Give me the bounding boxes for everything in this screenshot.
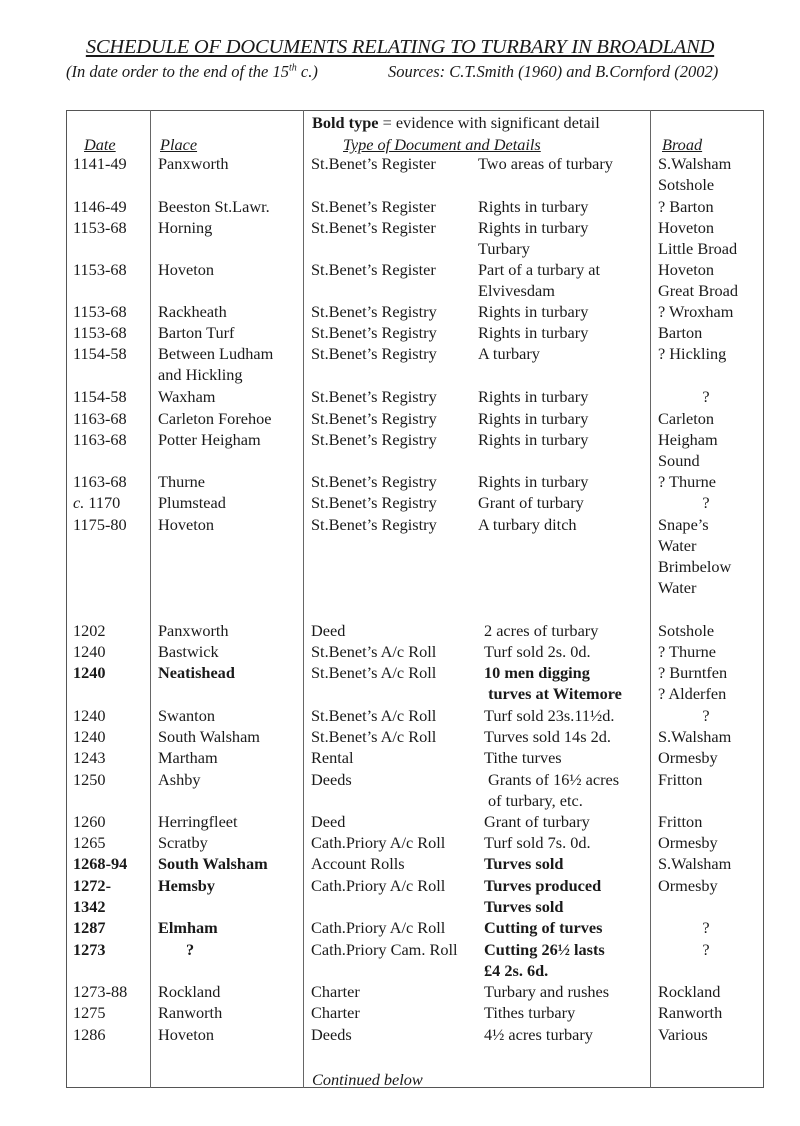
- row-document-type: St.Benet’s A/c Roll: [311, 706, 437, 725]
- row-broad: Ranworth: [658, 1003, 723, 1022]
- row-place: Bastwick: [158, 642, 219, 661]
- row-details: Rights in turbary: [478, 472, 589, 491]
- row-broad: ? Hickling: [658, 344, 727, 363]
- row-broad: ?: [702, 387, 710, 406]
- row-date: 1153-68: [73, 218, 127, 237]
- row-place: Scratby: [158, 833, 208, 852]
- row-document-type: St.Benet’s Registry: [311, 344, 437, 363]
- row-broad: ? Wroxham: [658, 302, 734, 321]
- row-place: Between Ludham: [158, 344, 274, 363]
- row-broad: Ormesby: [658, 876, 718, 895]
- row-broad: Ormesby: [658, 833, 718, 852]
- row-details: Rights in turbary: [478, 302, 589, 321]
- row-place: South Walsham: [158, 727, 260, 746]
- row-details: Elvivesdam: [478, 281, 555, 300]
- row-broad: Various: [658, 1025, 708, 1044]
- row-place: Rackheath: [158, 302, 227, 321]
- row-details: Turves produced: [484, 876, 602, 895]
- row-place: Thurne: [158, 472, 206, 491]
- row-details: Turves sold 14s 2d.: [484, 727, 611, 746]
- row-date: 1268-94: [73, 854, 128, 873]
- row-date: 1240: [73, 642, 106, 661]
- row-document-type: St.Benet’s Registry: [311, 493, 437, 512]
- row-place: Panxworth: [158, 621, 229, 640]
- row-document-type: Deeds: [311, 1025, 352, 1044]
- row-place: Hoveton: [158, 260, 215, 279]
- row-date: 1154-58: [73, 387, 127, 406]
- row-document-type: Deeds: [311, 770, 352, 789]
- row-date: 1146-49: [73, 197, 127, 216]
- row-document-type: St.Benet’s Registry: [311, 409, 437, 428]
- row-place: Ranworth: [158, 1003, 223, 1022]
- row-broad: Sound: [658, 451, 700, 470]
- row-date: 1272-: [73, 876, 111, 895]
- row-date: 1240: [73, 706, 106, 725]
- row-details: Cutting 26½ lasts: [484, 940, 605, 959]
- row-date: 1163-68: [73, 409, 127, 428]
- row-details: Turbary: [478, 239, 530, 258]
- row-document-type: St.Benet’s A/c Roll: [311, 727, 437, 746]
- row-details: £4 2s. 6d.: [484, 961, 549, 980]
- row-broad: Fritton: [658, 770, 703, 789]
- row-date: 1260: [73, 812, 106, 831]
- row-date: 1141-49: [73, 154, 127, 173]
- row-document-type: St.Benet’s A/c Roll: [311, 663, 437, 682]
- row-date: 1202: [73, 621, 106, 640]
- row-date: 1273: [73, 940, 106, 959]
- column-divider: [150, 110, 151, 1088]
- row-date: 1175-80: [73, 515, 127, 534]
- row-details: Rights in turbary: [478, 409, 589, 428]
- row-date: 1287: [73, 918, 106, 937]
- row-place: Horning: [158, 218, 213, 237]
- row-broad: Water: [658, 536, 697, 555]
- row-details: Tithe turves: [484, 748, 562, 767]
- row-details: Turf sold 7s. 0d.: [484, 833, 591, 852]
- row-broad: Ormesby: [658, 748, 718, 767]
- row-details: Rights in turbary: [478, 323, 589, 342]
- row-document-type: St.Benet’s Registry: [311, 472, 437, 491]
- subtitle-sources: Sources: C.T.Smith (1960) and B.Cornford (2002): [388, 62, 719, 81]
- row-date: 1240: [73, 727, 106, 746]
- row-place: Hemsby: [158, 876, 215, 895]
- row-date: 1154-58: [73, 344, 127, 363]
- row-details: Turves sold: [484, 897, 564, 916]
- row-broad: S.Walsham: [658, 854, 732, 873]
- row-date: 1153-68: [73, 323, 127, 342]
- row-place: Swanton: [158, 706, 215, 725]
- row-broad: Fritton: [658, 812, 703, 831]
- row-broad: ?: [702, 940, 710, 959]
- row-document-type: St.Benet’s Registry: [311, 430, 437, 449]
- row-details: Rights in turbary: [478, 430, 589, 449]
- row-details: Two areas of turbary: [478, 154, 613, 173]
- row-document-type: St.Benet’s Register: [311, 218, 436, 237]
- row-place: South Walsham: [158, 854, 268, 873]
- row-broad: ?: [702, 493, 710, 512]
- row-place: Ashby: [158, 770, 201, 789]
- row-details: Turf sold 2s. 0d.: [484, 642, 591, 661]
- row-place: Barton Turf: [158, 323, 235, 342]
- row-date: 1275: [73, 1003, 106, 1022]
- row-details: Turves sold: [484, 854, 564, 873]
- row-details: Part of a turbary at: [478, 260, 601, 279]
- document-title: SCHEDULE OF DOCUMENTS RELATING TO TURBARY IN BROADLAND: [85, 36, 715, 58]
- row-details: A turbary ditch: [478, 515, 577, 534]
- row-broad: Sotshole: [658, 621, 715, 640]
- row-details: Grant of turbary: [484, 812, 590, 831]
- row-document-type: St.Benet’s Registry: [311, 387, 437, 406]
- row-details: Tithes turbary: [484, 1003, 576, 1022]
- row-place: Waxham: [158, 387, 216, 406]
- row-document-type: Account Rolls: [311, 854, 405, 873]
- row-broad: Great Broad: [658, 281, 739, 300]
- row-document-type: St.Benet’s Registry: [311, 302, 437, 321]
- row-place: and Hickling: [158, 365, 243, 384]
- row-date: 1163-68: [73, 430, 127, 449]
- row-place: Panxworth: [158, 154, 229, 173]
- row-place: Herringfleet: [158, 812, 238, 831]
- column-divider: [303, 110, 304, 1088]
- row-broad: Heigham: [658, 430, 718, 449]
- row-place: Martham: [158, 748, 218, 767]
- header-broad: Broad: [662, 135, 703, 154]
- continued-below-note: Continued below: [312, 1070, 423, 1089]
- row-broad: ?: [702, 918, 710, 937]
- row-broad: Carleton: [658, 409, 715, 428]
- row-date: 1243: [73, 748, 106, 767]
- row-details: Rights in turbary: [478, 218, 589, 237]
- row-date-continued: 1342: [73, 897, 106, 916]
- row-date: 1273-88: [73, 982, 128, 1001]
- row-document-type: Cath.Priory A/c Roll: [311, 918, 446, 937]
- row-details: Turbary and rushes: [484, 982, 610, 1001]
- row-broad: ? Thurne: [658, 472, 717, 491]
- header-place: Place: [160, 135, 198, 154]
- row-broad: Barton: [658, 323, 703, 342]
- header-type-of-document: Type of Document and Details: [343, 135, 541, 154]
- row-date: 1153-68: [73, 302, 127, 321]
- row-document-type: St.Benet’s Registry: [311, 515, 437, 534]
- row-details: 4½ acres turbary: [484, 1025, 593, 1044]
- row-broad: Snape’s: [658, 515, 709, 534]
- row-broad: ? Thurne: [658, 642, 717, 661]
- row-details: 2 acres of turbary: [484, 621, 599, 640]
- row-broad: Rockland: [658, 982, 721, 1001]
- row-place: Carleton Forehoe: [158, 409, 272, 428]
- row-broad: ? Barton: [658, 197, 714, 216]
- row-document-type: St.Benet’s A/c Roll: [311, 642, 437, 661]
- row-date: 1250: [73, 770, 106, 789]
- row-document-type: St.Benet’s Register: [311, 154, 436, 173]
- row-document-type: Deed: [311, 621, 346, 640]
- row-document-type: Deed: [311, 812, 346, 831]
- row-place: Elmham: [158, 918, 218, 937]
- row-document-type: Cath.Priory A/c Roll: [311, 876, 446, 895]
- subtitle-scope: (In date order to the end of the 15th c.): [66, 62, 318, 81]
- row-details: Grants of 16½ acres: [488, 770, 620, 789]
- bold-type-legend: Bold type = evidence with significant detail: [312, 113, 600, 132]
- row-place: ?: [186, 940, 195, 959]
- row-details: 10 men digging: [484, 663, 590, 682]
- row-date: 1163-68: [73, 472, 127, 491]
- row-details: Rights in turbary: [478, 387, 589, 406]
- row-broad: ? Burntfen: [658, 663, 728, 682]
- row-broad: Sotshole: [658, 175, 715, 194]
- row-details: A turbary: [478, 344, 540, 363]
- row-date: 1153-68: [73, 260, 127, 279]
- row-place: Rockland: [158, 982, 221, 1001]
- row-place: Potter Heigham: [158, 430, 261, 449]
- row-details: Cutting of turves: [484, 918, 603, 937]
- row-document-type: St.Benet’s Registry: [311, 323, 437, 342]
- row-date: c. 1170: [73, 493, 121, 512]
- row-document-type: Charter: [311, 982, 360, 1001]
- row-place: Beeston St.Lawr.: [158, 197, 270, 216]
- row-broad: S.Walsham: [658, 154, 732, 173]
- row-broad: Water: [658, 578, 697, 597]
- row-place: Hoveton: [158, 515, 215, 534]
- row-broad: Hoveton: [658, 260, 715, 279]
- document-subtitle: [66, 62, 719, 82]
- row-document-type: Rental: [311, 748, 354, 767]
- row-date: 1265: [73, 833, 106, 852]
- row-broad: S.Walsham: [658, 727, 732, 746]
- row-details: Turf sold 23s.11½d.: [484, 706, 615, 725]
- row-details: of turbary, etc.: [488, 791, 583, 810]
- row-document-type: St.Benet’s Register: [311, 197, 436, 216]
- row-document-type: Charter: [311, 1003, 360, 1022]
- row-details: turves at Witemore: [484, 684, 622, 703]
- row-document-type: Cath.Priory Cam. Roll: [311, 940, 458, 959]
- row-broad: Little Broad: [658, 239, 738, 258]
- row-details: Grant of turbary: [478, 493, 584, 512]
- row-place: Neatishead: [158, 663, 235, 682]
- row-place: Plumstead: [158, 493, 226, 512]
- row-broad: Brimbelow: [658, 557, 732, 576]
- row-broad: Hoveton: [658, 218, 715, 237]
- row-document-type: Cath.Priory A/c Roll: [311, 833, 446, 852]
- row-document-type: St.Benet’s Register: [311, 260, 436, 279]
- row-date: 1286: [73, 1025, 106, 1044]
- row-place: Hoveton: [158, 1025, 215, 1044]
- header-date: Date: [84, 135, 116, 154]
- row-broad: ?: [702, 706, 710, 725]
- row-broad: ? Alderfen: [658, 684, 727, 703]
- row-date: 1240: [73, 663, 106, 682]
- column-divider: [650, 110, 651, 1088]
- row-details: Rights in turbary: [478, 197, 589, 216]
